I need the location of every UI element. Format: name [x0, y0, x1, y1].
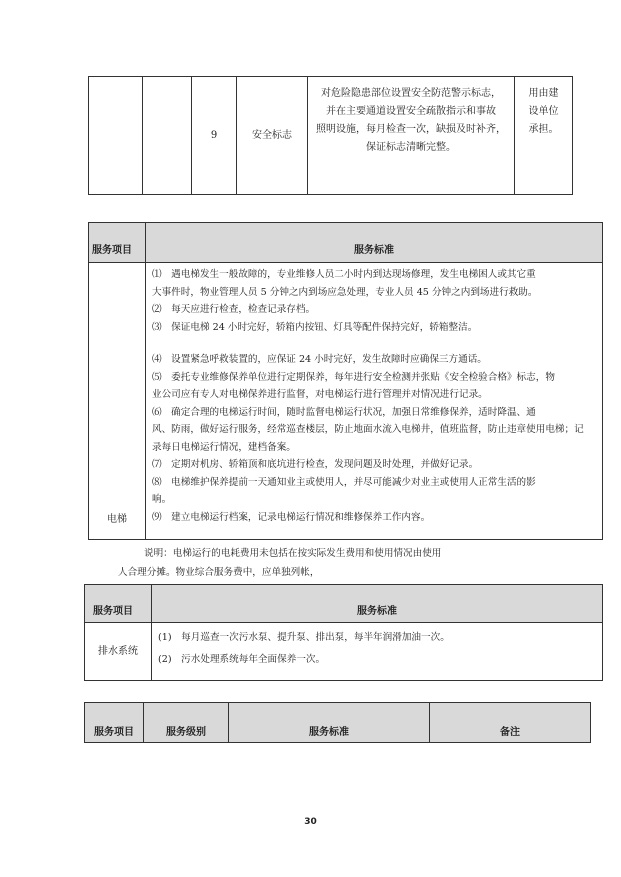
item-name: 安全标志	[237, 77, 308, 195]
header-remark: 备注	[430, 703, 591, 743]
remark-line: 用由建	[528, 88, 559, 99]
standard-line: 照明设施，每月检查一次，缺损及时补齐，	[316, 124, 506, 135]
standard-line: 并在主要通道设置安全疏散指示和事故	[326, 106, 496, 117]
remark-line: 承担。	[528, 124, 559, 135]
item-name: 排水系统	[85, 623, 152, 681]
drainage-standards	[152, 623, 603, 681]
safety-sign-table	[88, 76, 573, 195]
header-standard: 服务标准	[146, 223, 603, 263]
item-standard	[308, 77, 515, 195]
standard-line: 大事件时，物业管理人员 5 分钟之内到场应急处理，专业人员 45 分钟之内到场进行救助。	[152, 286, 538, 298]
standard-line: ⑻ 电梯维护保养提前一天通知业主或使用人，并尽可能减少对业主或使用人正常生活的影	[152, 476, 536, 488]
header-item: 服务项目	[85, 703, 144, 743]
standard-line: ⑵ 每天应进行检查，检查记录存档。	[152, 304, 316, 315]
standard-line: (2) 污水处理系统每年全面保养一次。	[158, 654, 326, 665]
empty-cell	[143, 77, 192, 195]
standard-line: 响。	[152, 494, 172, 505]
standard-line: (1) 每月巡查一次污水泵、提升泵、排出泵，每半年润滑加油一次。	[158, 632, 450, 643]
header-standard: 服务标准	[152, 585, 603, 623]
item-name: 电梯	[89, 263, 146, 540]
header-level: 服务级别	[144, 703, 229, 743]
standard-line: 风、防雨，做好运行服务，经常巡查楼层，防止地面水流入电梯井，值班监督，防止违章使用电梯；记	[152, 424, 584, 435]
header-item: 服务项目	[89, 223, 146, 263]
standard-line: ⑴ 遇电梯发生一般故障的，专业维修人员二小时内到达现场修理，发生电梯困人或其它重	[152, 269, 536, 280]
remark-line: 设单位	[528, 106, 559, 117]
standard-line: ⑸ 委托专业维修保养单位进行定期保养，每年进行安全检测并张贴《安全检验合格》标志，物	[152, 371, 555, 383]
item-remark	[515, 77, 573, 195]
standard-line: 保证标志清晰完整。	[366, 142, 456, 153]
standard-line: 录每日电梯运行情况，建档备案。	[152, 441, 296, 453]
service-level-table	[84, 702, 591, 743]
header-item: 服务项目	[85, 585, 152, 623]
standard-line: 业公司应有专人对电梯保养进行监督，对电梯运行进行管理并对情况进行记录。	[152, 389, 488, 400]
standard-line: ⑶ 保证电梯 24 小时完好，轿箱内按钮、灯具等配件保持完好，轿箱整洁。	[152, 321, 478, 333]
item-number: 9	[192, 77, 237, 195]
note-line: 说明：电梯运行的电耗费用未包括在按实际发生费用和使用情况由使用	[144, 548, 442, 559]
standard-line: ⑷ 设置紧急呼救装置的，应保证 24 小时完好，发生故障时应确保三方通话。	[152, 354, 487, 365]
elevator-standards	[146, 263, 603, 540]
drainage-table	[84, 584, 603, 681]
standard-line: 对危险隐患部位设置安全防范警示标志，	[321, 88, 501, 99]
page-number: 30	[304, 817, 317, 827]
standard-line: ⑼ 建立电梯运行档案，记录电梯运行情况和维修保养工作内容。	[152, 511, 431, 523]
blank-line	[152, 336, 598, 351]
note-line: 人合理分摊。物业综合服务费中，应单独列帐，	[118, 567, 320, 578]
empty-cell	[89, 77, 143, 195]
standard-line: ⑺ 定期对机房、轿箱顶和底坑进行检查，发现问题及时处理，并做好记录。	[152, 459, 479, 470]
elevator-table	[88, 222, 603, 540]
standard-line: ⑹ 确定合理的电梯运行时间，随时监督电梯运行状况，加强日常维修保养，适时降温、通	[152, 406, 536, 418]
header-standard: 服务标准	[229, 703, 430, 743]
